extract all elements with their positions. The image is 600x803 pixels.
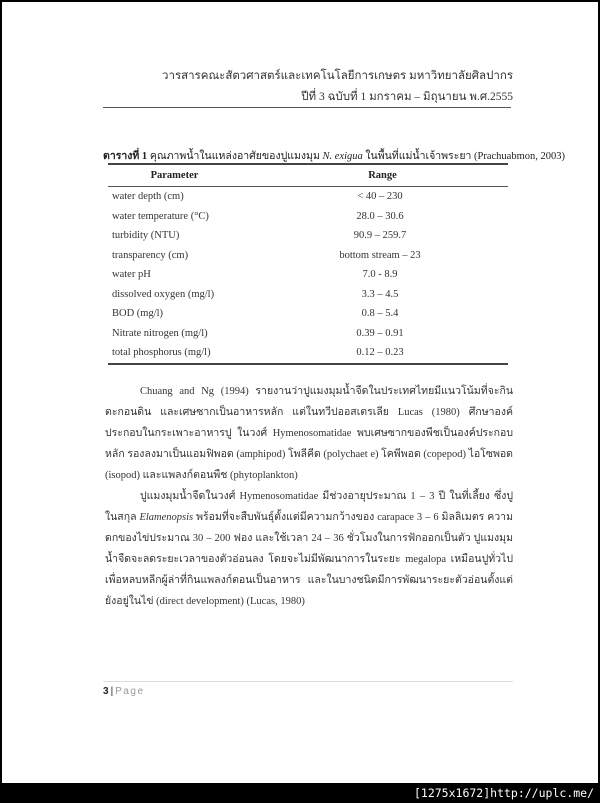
image-host-watermark: [1275x1672]http://uplc.me/ bbox=[413, 786, 594, 800]
table-caption-label: ตารางที่ 1 bbox=[103, 151, 148, 162]
table-header-row bbox=[108, 165, 508, 187]
parameter-cell: Nitrate nitrogen (mg/l) bbox=[112, 327, 208, 339]
parameter-cell: water depth (cm) bbox=[112, 191, 184, 203]
journal-title: วารสารคณะสัตวศาสตร์และเทคโนโลยีการเกษตร มหาวิทยาลัยศิลปากร bbox=[162, 70, 513, 82]
document-page bbox=[2, 2, 598, 783]
table-row bbox=[108, 207, 508, 227]
table-row bbox=[108, 304, 508, 324]
range-cell: bottom stream – 23 bbox=[339, 249, 421, 261]
paragraph-life-cycle-part-1: ปูแมงมุมน้ำจืดในวงศ์ Hymenosomatidae มีช่วงอายุประมาณ 1 – 3 ปี ในที่เลี้ยง ซึ่งปูในสกุล bbox=[105, 491, 513, 523]
table-caption-species: N. exigua bbox=[322, 151, 363, 162]
header-divider bbox=[103, 107, 511, 108]
range-cell: 3.3 – 4.5 bbox=[361, 288, 399, 300]
parameter-cell: dissolved oxygen (mg/l) bbox=[112, 288, 215, 300]
column-header-range: Range bbox=[368, 170, 397, 181]
genus-name: Elamenopsis bbox=[139, 512, 194, 523]
range-cell: 90.9 – 259.7 bbox=[353, 230, 407, 242]
page-number: 3 bbox=[103, 686, 109, 697]
range-cell: 7.0 - 8.9 bbox=[362, 269, 398, 281]
parameter-cell: water pH bbox=[112, 269, 151, 281]
table-caption bbox=[103, 147, 565, 164]
range-cell: 0.39 – 0.91 bbox=[356, 327, 404, 339]
table-row bbox=[108, 246, 508, 266]
page-label: Page bbox=[115, 686, 145, 697]
journal-issue: ปีที่ 3 ฉบับที่ 1 มกราคม – มิถุนายน พ.ศ.2555 bbox=[301, 91, 513, 103]
footer-divider bbox=[103, 681, 513, 682]
table-row bbox=[108, 187, 508, 207]
column-header-parameter: Parameter bbox=[150, 170, 199, 181]
table-row bbox=[108, 324, 508, 344]
parameter-cell: total phosphorus (mg/l) bbox=[112, 347, 211, 359]
table-caption-text: คุณภาพน้ำในแหล่งอาศัยของปูแมงมุม bbox=[147, 151, 323, 162]
range-cell: 0.8 – 5.4 bbox=[361, 308, 399, 320]
parameter-cell: water temperature (°C) bbox=[112, 210, 209, 222]
paragraph-life-cycle bbox=[105, 486, 513, 612]
body-text bbox=[105, 381, 513, 612]
parameter-cell: turbidity (NTU) bbox=[112, 230, 180, 242]
table-row bbox=[108, 343, 508, 363]
parameter-cell: BOD (mg/l) bbox=[112, 308, 164, 320]
range-cell: 28.0 – 30.6 bbox=[356, 210, 404, 222]
parameter-cell: transparency (cm) bbox=[112, 249, 189, 261]
page-footer bbox=[103, 686, 145, 697]
table-caption-source: ในพื้นที่แม่น้ำเจ้าพระยา (Prachuabmon, 2003) bbox=[362, 151, 565, 162]
table-row bbox=[108, 226, 508, 246]
range-cell: 0.12 – 0.23 bbox=[356, 347, 404, 359]
footer-separator: | bbox=[110, 686, 114, 697]
paragraph-life-cycle-part-2: พร้อมที่จะสืบพันธุ์ตั้งแต่มีความกว้างของ carapace 3 – 6 มิลลิเมตร ความดกของไข่ประมาณ 30 – 200 ฟอง และใช้เวลา 24 – 36 ชั่วโมงในการฟักออกเป็นตัว ปูแมงมุมน้ำจืดจะลดระยะเวลาของตัวอ่อนลง โดยจะไม่มีพัฒนาการในระยะ megalopa เหมือนปูทั่วไป เพื่อหลบหลีกผู้ล่าที่กินแพลงก์ตอนเป็นอาหาร และในบางชนิดมีการพัฒนาระยะตัวอ่อนตั้งแต่ยังอยู่ในไข่ (direct development) (Lucas, 1980) bbox=[105, 512, 513, 607]
range-cell: < 40 – 230 bbox=[357, 191, 403, 203]
water-quality-table bbox=[108, 163, 508, 365]
table-row bbox=[108, 285, 508, 305]
paragraph-diet: Chuang and Ng (1994) รายงานว่าปูแมงมุมน้ำจืดในประเทศไทยมีแนวโน้มที่จะกินตะกอนดิน และเศษซากเป็นอาหารหลัก แต่ในทวีปออสเตรเลีย Lucas (1980) ศึกษาองค์ประกอบในกระเพาะอาหารปู ในวงศ์ Hymenosomatidae พบเศษซากของพืชเป็นองค์ประกอบหลัก รองลงมาเป็นแอมฟิพอด (amphipod) โพลีคีด (polychaet e) โคพีพอด (copepod) ไอโซพอด (isopod) และแพลงก์ตอนพืช (phytoplankton) bbox=[105, 386, 513, 481]
table-row bbox=[108, 265, 508, 285]
journal-header bbox=[105, 66, 513, 108]
